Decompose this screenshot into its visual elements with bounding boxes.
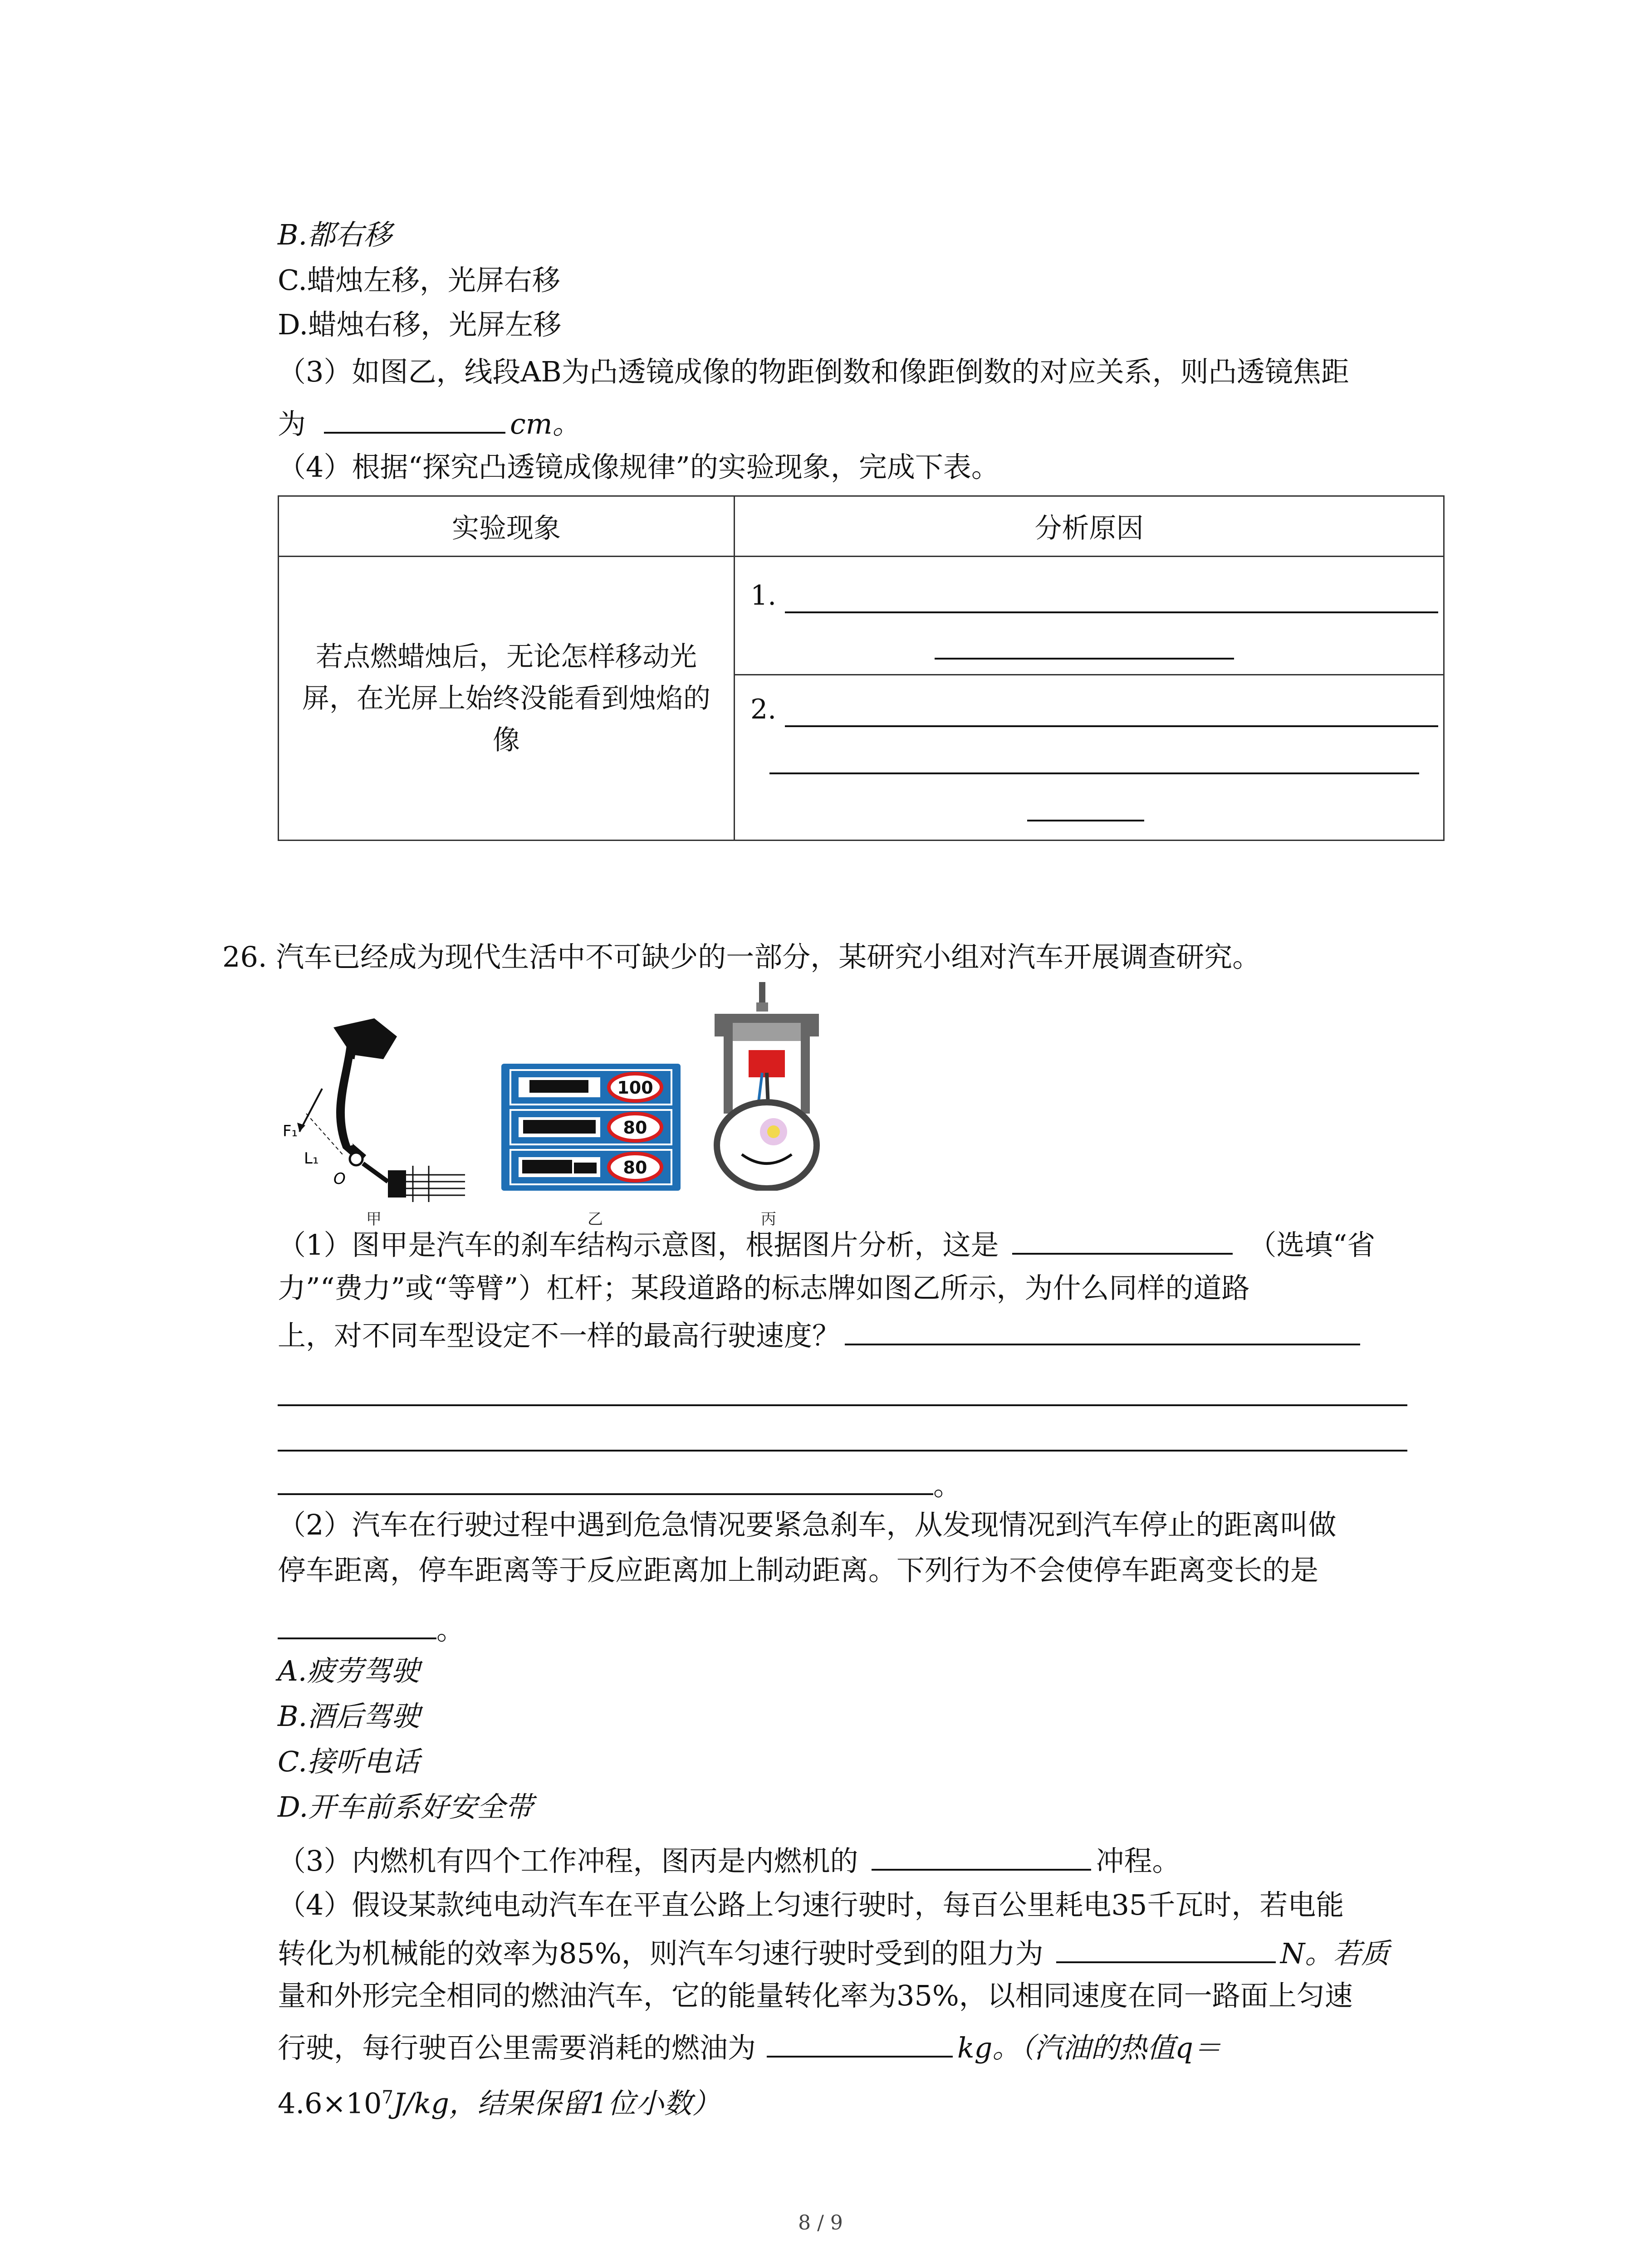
- answer-blank-speed-reason[interactable]: [845, 1315, 1360, 1345]
- answer-line[interactable]: [278, 1404, 1407, 1406]
- q26-part4-line5: $4.6\times 10^7J/kg$，结果保留1位小数）: [278, 2087, 720, 2120]
- q26-part1-line-end: 。: [278, 1465, 961, 1504]
- figure-caption-yi: 乙: [588, 1210, 603, 1228]
- brake-lever-figure: [279, 1009, 470, 1218]
- speed-label: 100: [617, 1078, 653, 1098]
- table-cell-answer-1[interactable]: 1.: [735, 557, 1444, 675]
- sign-row-car: [510, 1070, 671, 1105]
- q26-part2-line1: （2）汽车在行驶过程中遇到危急情况要紧急刹车，从发现情况到汽车停止的距离叫做: [278, 1508, 1337, 1541]
- q26-part4-line2: 转化为机械能的效率为85%，则汽车匀速行驶时受到的阻力为 N。若质: [278, 1933, 1389, 1972]
- page-number: 8 / 9: [798, 2211, 843, 2234]
- answer-line[interactable]: [278, 1465, 933, 1495]
- answer-line[interactable]: [785, 611, 1438, 613]
- q25-option-c: C.蜡烛左移，光屏右移: [278, 264, 560, 297]
- q26-part3: （3）内燃机有四个工作冲程，图丙是内燃机的 冲程。: [278, 1841, 1180, 1879]
- q26-part4-line1: （4）假设某款纯电动汽车在平直公路上匀速行驶时，每百公里耗电35千瓦时，若电能: [278, 1888, 1344, 1921]
- table-header-phenomenon: 实验现象: [279, 496, 735, 557]
- q25-option-b: B.都右移: [278, 218, 392, 251]
- answer-blank-lever-type[interactable]: [1012, 1225, 1233, 1255]
- q26-part4-line3: 量和外形完全相同的燃油汽车，它的能量转化率为35%，以相同速度在同一路面上匀速: [278, 1979, 1353, 2012]
- figure-caption-jia: 甲: [366, 1210, 382, 1228]
- q26-part4-line4: 行驶，每行驶百公里需要消耗的燃油为 kg。（汽油的热值q＝: [278, 2028, 1221, 2066]
- label-l1: L₁: [304, 1149, 319, 1168]
- q25-part3-line1: （3）如图乙，线段AB为凸透镜成像的物距倒数和像距倒数的对应关系，则凸透镜焦距: [278, 355, 1349, 388]
- answer-line[interactable]: [1027, 820, 1144, 821]
- answer-line[interactable]: [785, 725, 1438, 727]
- sign-row-truck: [510, 1150, 671, 1184]
- q25-option-d: D.蜡烛右移，光屏左移: [278, 308, 562, 341]
- q26-part1-line2: 力”“费力”或“等臂”）杠杆；某段道路的标志牌如图乙所示，为什么同样的道路: [278, 1271, 1250, 1305]
- table-cell-phenomenon: 若点燃蜡烛后，无论怎样移动光屏，在光屏上始终没能看到烛焰的像: [279, 557, 735, 841]
- q26-option-a: A.疲劳驾驶: [278, 1654, 420, 1687]
- q26-option-d: D.开车前系好安全带: [278, 1790, 534, 1823]
- speed-label: 80: [623, 1118, 647, 1138]
- answer-blank-resistance[interactable]: [1056, 1933, 1276, 1963]
- q26-part2-answer: 。: [278, 1609, 465, 1648]
- engine-cylinder-figure: [705, 982, 828, 1191]
- answer-line[interactable]: [278, 1450, 1407, 1452]
- q25-part3-line2: 为 cm。: [278, 404, 581, 442]
- q26-part1-line1: （1）图甲是汽车的刹车结构示意图，根据图片分析，这是 （选填“省: [278, 1225, 1375, 1263]
- table-header-reason: 分析原因: [735, 496, 1444, 557]
- q25-part4: （4）根据“探究凸透镜成像规律”的实验现象，完成下表。: [278, 450, 999, 484]
- speed-limit-sign-figure: [501, 1064, 681, 1191]
- figure-caption-bing: 丙: [761, 1210, 776, 1228]
- answer-blank-focal-length[interactable]: [324, 404, 505, 434]
- q26-stem: 26. 汽车已经成为现代生活中不可缺少的一部分，某研究小组对汽车开展调查研究。: [222, 940, 1261, 973]
- label-f1: F₁: [283, 1122, 298, 1140]
- q26-part1-line3: 上，对不同车型设定不一样的最高行驶速度？: [278, 1315, 1360, 1354]
- answer-blank-stroke[interactable]: [872, 1841, 1091, 1871]
- sign-row-bus: [510, 1110, 671, 1144]
- q26-option-b: B.酒后驾驶: [278, 1700, 420, 1733]
- label-o: O: [333, 1170, 346, 1188]
- answer-line[interactable]: [769, 772, 1419, 774]
- speed-label: 80: [623, 1158, 647, 1178]
- answer-blank-stop-distance[interactable]: [278, 1609, 436, 1639]
- experiment-table: [278, 495, 1445, 841]
- q26-option-c: C.接听电话: [278, 1745, 420, 1778]
- q26-part2-line2: 停车距离，停车距离等于反应距离加上制动距离。下列行为不会使停车距离变长的是: [278, 1554, 1319, 1587]
- answer-line[interactable]: [935, 658, 1234, 660]
- answer-blank-fuel-mass[interactable]: [767, 2028, 953, 2058]
- table-cell-answer-2[interactable]: 2.: [735, 675, 1444, 841]
